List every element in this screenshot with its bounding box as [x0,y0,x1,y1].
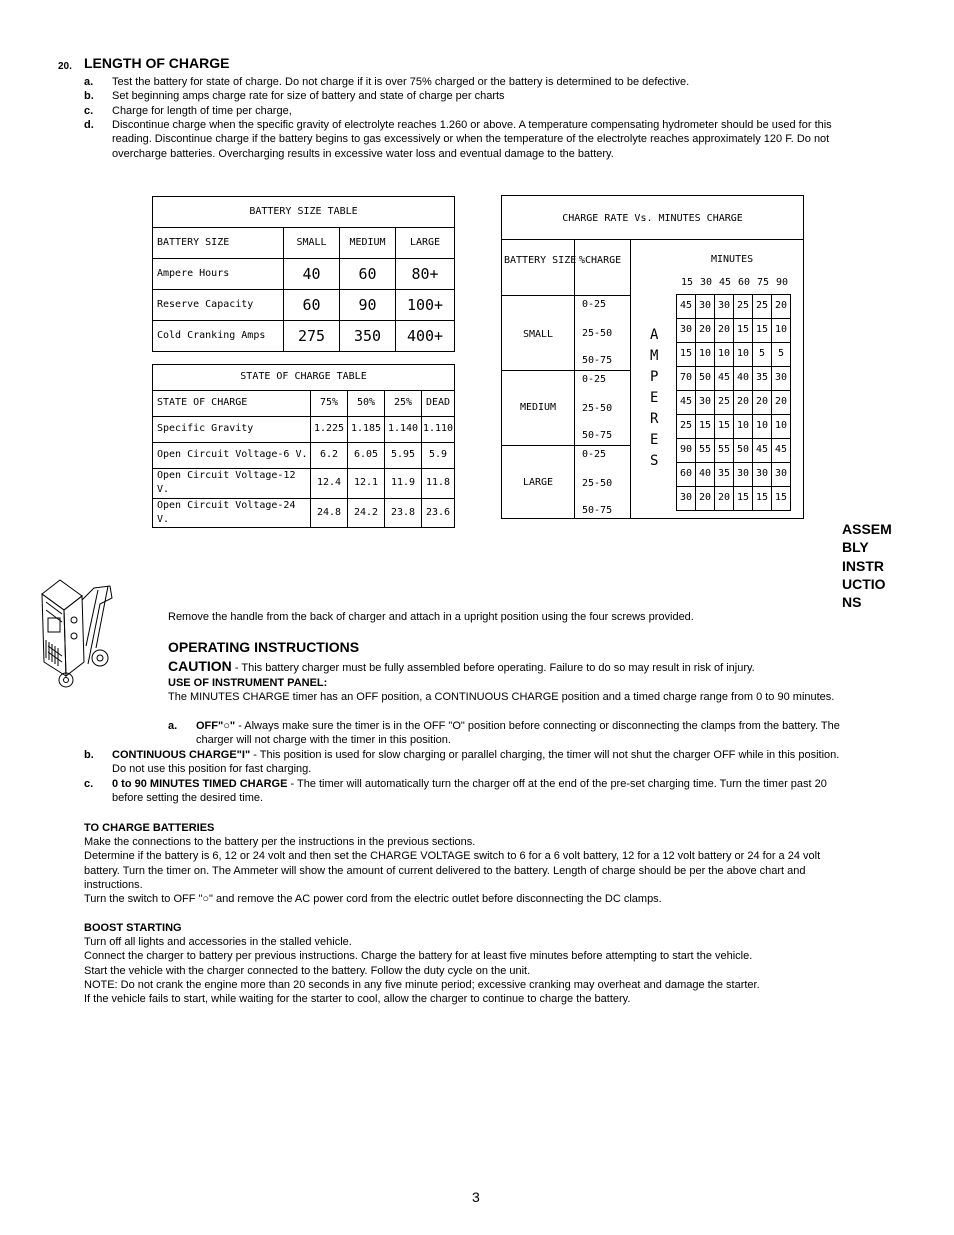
table-cell: 15 [753,319,772,343]
panel-text: The MINUTES CHARGE timer has an OFF position, a CONTINUOUS CHARGE position and a timed charge range from 0 to 90 minutes. [168,691,835,703]
table-cell: 11.9 [385,469,422,499]
table-cell: 20 [772,295,791,319]
group-size-label: LARGE [522,477,554,488]
table-cell: 90 [340,290,396,321]
table-header: SMALL [284,228,340,259]
table-cell: 10 [715,343,734,367]
list-letter: c. [84,105,94,117]
list-label: 0 to 90 MINUTES TIMED CHARGE [112,778,288,790]
charge-label: 0-25 [582,374,607,385]
table-row [677,415,791,439]
table-cell: 6.05 [348,443,385,469]
heading-line: ASSEM [842,521,892,537]
table-cell: Open Circuit Voltage-12 V. [153,469,311,499]
table-cell: 15 [677,343,696,367]
table-row [677,295,791,319]
list-text: Test the battery for state of charge. Do not charge if it is over 75% charged or the battery is determined to be defective. [112,76,690,88]
table-cell: 20 [715,319,734,343]
table-cell: 40 [696,463,715,487]
table-row [153,417,455,443]
table-header: BATTERY SIZE [153,228,284,259]
table-cell: 60 [284,290,340,321]
table-cell: 1.140 [385,417,422,443]
assembly-heading [842,520,912,611]
charge-rate-table [501,195,804,519]
table-cell: Specific Gravity [153,417,311,443]
table-cell: 45 [677,391,696,415]
group-size-label: SMALL [522,329,554,340]
table-cell: 50 [696,367,715,391]
charge-label: 0-25 [582,449,607,460]
caution-label: CAUTION [168,658,232,674]
table-cell: 45 [772,439,791,463]
table-cell: 5.9 [422,443,455,469]
amperes-letter: A [650,327,659,343]
table-cell: 10 [753,415,772,439]
table-cell: 30 [753,463,772,487]
list-item [168,719,858,748]
paragraph: Make the connections to the battery per the instructions in the previous sections. [84,836,476,848]
paragraph: Turn the switch to OFF "○" and remove the AC power cord from the electric outlet before disconnecting the DC clamps. [84,893,662,906]
table-row [153,290,455,321]
boost-heading: BOOST STARTING [84,922,182,934]
table-cell: 60 [677,463,696,487]
minutes-label: 30 [699,277,713,288]
paragraph: Connect the charger to battery per previous instructions. Charge the battery for at least five minutes before attempting to start the vehicle. [84,950,753,963]
table-header: STATE OF CHARGE [153,391,311,417]
table-cell: 15 [715,415,734,439]
list-letter: b. [84,90,94,102]
table-cell: 1.110 [422,417,455,443]
amperes-letter: R [650,411,659,427]
table-cell: Ampere Hours [153,259,284,290]
table-cell: 30 [734,463,753,487]
table-cell: 15 [734,319,753,343]
table-cell: 100+ [396,290,455,321]
table-row [153,443,455,469]
paragraph: NOTE: Do not crank the engine more than 20 seconds in any five minute period; excessive cranking may overheat and damage the starter. [84,978,760,991]
list-text: - Always make sure the timer is in the OFF "O" position before connecting or disconnecting the clamps from the battery. The charger will not charge with the timer in this position. [196,720,840,747]
section-number: 20. [58,61,72,72]
table-row [677,391,791,415]
table-cell: 20 [715,487,734,511]
state-of-charge-table [152,364,455,528]
table-cell: 10 [734,415,753,439]
table-cell: 11.8 [422,469,455,499]
table-cell: 25 [715,391,734,415]
table-cell: 1.185 [348,417,385,443]
list-item [84,118,854,176]
table-row [677,439,791,463]
table-row [153,498,455,528]
assembly-text: Remove the handle from the back of charger and attach in a upright position using the four screws provided. [168,611,694,623]
table-cell: 1.225 [311,417,348,443]
panel-heading: USE OF INSTRUMENT PANEL: [168,677,328,689]
list-text: Charge for length of time per charge, [112,105,292,117]
battery-size-table [152,196,455,352]
table-cell: 10 [772,319,791,343]
table-cell: 24.2 [348,498,385,528]
table-cell: 5 [753,343,772,367]
boost-body [84,935,824,1006]
table-cell: 24.8 [311,498,348,528]
amperes-letter: E [650,390,659,406]
heading-line: INSTR [842,557,884,574]
table-row [153,321,455,352]
table-row [677,319,791,343]
table-cell: 50 [734,439,753,463]
table-header: LARGE [396,228,455,259]
list-letter: c. [84,778,94,790]
table-cell: 30 [677,319,696,343]
table-cell: 275 [284,321,340,352]
paragraph: Turn off all lights and accessories in the stalled vehicle. [84,936,352,948]
table-cell: 5.95 [385,443,422,469]
table-row [677,367,791,391]
charge-label: 25-50 [582,403,613,414]
table-title: BATTERY SIZE TABLE [153,197,455,228]
charge-label: 25-50 [582,328,613,339]
table-header: 50% [348,391,385,417]
table-cell: 15 [734,487,753,511]
table-cell: 20 [696,319,715,343]
table-row [677,463,791,487]
operating-title: OPERATING INSTRUCTIONS [168,639,360,655]
table-cell: 10 [734,343,753,367]
table-cell: 90 [677,439,696,463]
table-cell: 25 [677,415,696,439]
table-cell: 40 [284,259,340,290]
charge-label: 0-25 [582,299,607,310]
to-charge-heading: TO CHARGE BATTERIES [84,822,215,834]
list-text: - The timer will automatically turn the charger off at the end of the pre-set charging time. Turn the timer past 20 before setting the desired time. [112,778,827,805]
heading-line: BLY [842,539,869,556]
table-cell: 400+ [396,321,455,352]
table-cell: 20 [753,391,772,415]
list-label: CONTINUOUS CHARGE"I" [112,749,251,761]
section-title: LENGTH OF CHARGE [84,55,230,71]
table-title: CHARGE RATE Vs. MINUTES CHARGE [562,213,743,224]
table-cell: Cold Cranking Amps [153,321,284,352]
table-cell: 55 [696,439,715,463]
charge-label: 50-75 [582,355,613,366]
table-cell: 45 [715,367,734,391]
list-item [84,777,854,806]
table-cell: 25 [753,295,772,319]
caution-text: - This battery charger must be fully assembled before operating. Failure to do so may result in risk of injury. [231,662,755,674]
heading-line: UCTIO [842,575,886,592]
table-cell: 30 [677,487,696,511]
table-cell: 10 [696,343,715,367]
table-cell: 30 [715,295,734,319]
amperes-letter: P [650,369,659,385]
table-cell: 10 [772,415,791,439]
table-cell: 60 [340,259,396,290]
table-cell: 30 [696,391,715,415]
list-text: Set beginning amps charge rate for size of battery and state of charge per charts [112,90,505,102]
table-cell: 20 [696,487,715,511]
list-text: - This position is used for slow charging or parallel charging, the timer will not shut the charger OFF while in this position. Do not use this position for fast charging. [112,749,840,776]
table-title: STATE OF CHARGE TABLE [153,365,455,391]
table-row [677,343,791,367]
table-cell: 23.8 [385,498,422,528]
table-cell: Open Circuit Voltage-6 V. [153,443,311,469]
table-cell: 45 [753,439,772,463]
table-cell: 350 [340,321,396,352]
list-text: Discontinue charge when the specific gravity of electrolyte reaches 1.260 or above. A temperature compensating hydrometer should be used for this reading. Discontinue charge if the battery begins to gas excessively or when the temperature of the electrolyte reaches approximately 120 F. Do not overcharge batteries. Overcharging results in excessive water loss and eventual damage to the battery. [112,119,832,160]
list-item [84,748,854,777]
table-cell: 15 [696,415,715,439]
amperes-letter: M [650,348,659,364]
table-row [677,487,791,511]
list-label: OFF"○" [196,720,236,732]
table-cell: Open Circuit Voltage-24 V. [153,498,311,528]
list-item [84,89,854,103]
table-cell: 23.6 [422,498,455,528]
minutes-label: 75 [756,277,770,288]
paragraph: If the vehicle fails to start, while waiting for the starter to cool, allow the charger to continue to charge the battery. [84,993,631,1006]
table-cell: 40 [734,367,753,391]
charge-label: 50-75 [582,430,613,441]
group-size-label: MEDIUM [519,402,557,413]
list-letter: a. [168,720,178,732]
amperes-letter: S [650,453,659,469]
charge-label: 25-50 [582,478,613,489]
table-cell: 80+ [396,259,455,290]
table-cell: 12.1 [348,469,385,499]
table-cell: 35 [715,463,734,487]
table-cell: 20 [772,391,791,415]
table-cell: 20 [734,391,753,415]
table-header: DEAD [422,391,455,417]
table-header: 25% [385,391,422,417]
paragraph: Determine if the battery is 6, 12 or 24 volt and then set the CHARGE VOLTAGE switch to 6 for a 6 volt battery, 12 for a 12 volt battery or 24 for a 24 volt battery. Turn the timer on. The Ammeter will show the amount of current delivered to the battery. Length of charge should be per the above chart and instructions. [84,850,821,891]
table-cell: 12.4 [311,469,348,499]
list-letter: d. [84,119,94,131]
minutes-label: 15 [680,277,694,288]
table-cell: 25 [734,295,753,319]
table-cell: 15 [772,487,791,511]
table-header: MEDIUM [340,228,396,259]
table-cell: 55 [715,439,734,463]
table-cell: 30 [772,367,791,391]
charger-illustration [36,576,118,688]
table-cell: 15 [753,487,772,511]
charge-label: 50-75 [582,505,613,516]
col-minutes: MINUTES [711,254,754,265]
table-cell: 30 [772,463,791,487]
page-number: 3 [472,1189,480,1205]
list-item [84,104,854,118]
list-item [84,75,854,89]
minutes-label: 90 [775,277,789,288]
to-charge-body [84,835,844,906]
list-letter: b. [84,749,94,761]
table-row [153,469,455,499]
table-row [153,259,455,290]
caution-paragraph [168,659,858,675]
table-cell: 70 [677,367,696,391]
table-cell: 6.2 [311,443,348,469]
table-header: 75% [311,391,348,417]
minutes-label: 45 [718,277,732,288]
paragraph: Start the vehicle with the charger connected to the battery. Follow the duty cycle on the unit. [84,964,531,977]
table-cell: Reserve Capacity [153,290,284,321]
list-letter: a. [84,76,94,88]
amperes-grid [676,294,791,511]
table-cell: 45 [677,295,696,319]
col-charge: %CHARGE [579,255,622,266]
table-cell: 30 [696,295,715,319]
col-battery-size: BATTERY SIZE [504,255,577,266]
amperes-letter: E [650,432,659,448]
table-cell: 5 [772,343,791,367]
minutes-label: 60 [737,277,751,288]
table-cell: 35 [753,367,772,391]
heading-line: NS [842,594,862,611]
